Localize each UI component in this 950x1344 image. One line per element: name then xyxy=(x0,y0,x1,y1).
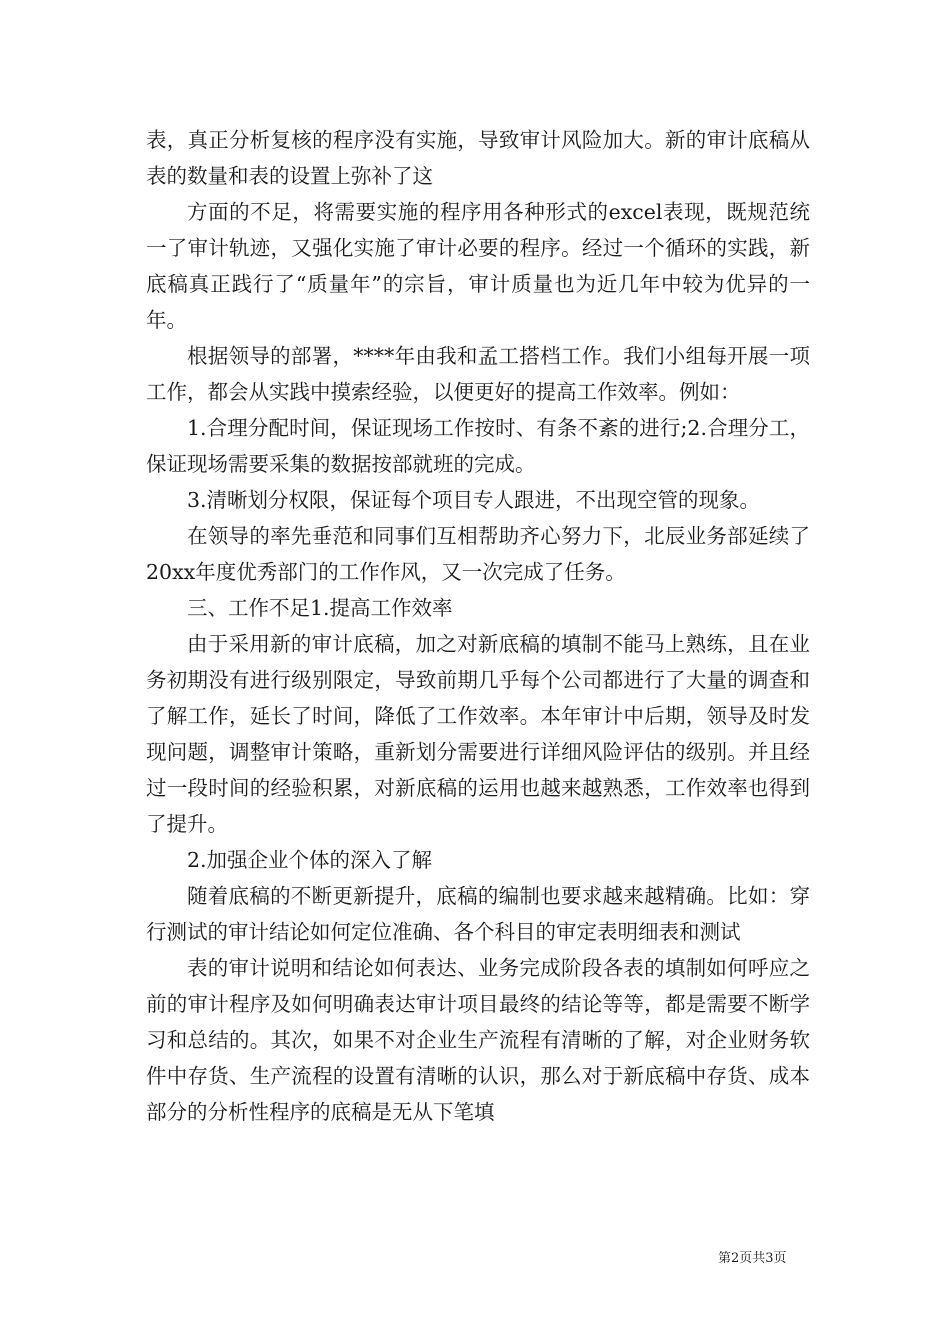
page-number-footer: 第2页共3页 xyxy=(718,1251,787,1266)
subsection-heading: 2.加强企业个体的深入了解 xyxy=(187,848,433,872)
paragraph-3: 根据领导的部署，****年由我和孟工搭档工作。我们小组每开展一项工作，都会从实践中摸索经验，以便更好的提高工作效率。例如： xyxy=(146,344,810,404)
paragraph-10: 随着底稿的不断更新提升，底稿的编制也要求越来越精确。比如：穿行测试的审计结论如何定位准确、各个科目的审定表明细表和测试 xyxy=(146,884,810,944)
paragraph-8: 由于采用新的审计底稿，加之对新底稿的填制不能马上熟练，且在业务初期没有进行级别限定，导致前期几乎每个公司都进行了大量的调查和了解工作，延长了时间，降低了工作效率。本年审计中后期，领导及时发现问题，调整审计策略，重新划分需要进行详细风险评估的级别。并且经过一段时间的经验积累，对新底稿的运用也越来越熟悉，工作效率也得到了提升。 xyxy=(146,632,810,836)
document-body xyxy=(146,122,810,1130)
paragraph-11: 表的审计说明和结论如何表达、业务完成阶段各表的填制如何呼应之前的审计程序及如何明确表达审计项目最终的结论等等，都是需要不断学习和总结的。其次，如果不对企业生产流程有清晰的了解，对企业财务软件中存货、生产流程的设置有清晰的认识，那么对于新底稿中存货、成本部分的分析性程序的底稿是无从下笔填 xyxy=(146,956,810,1124)
paragraph-4: 1.合理分配时间，保证现场工作按时、有条不紊的进行;2.合理分工，保证现场需要采集的数据按部就班的完成。 xyxy=(146,416,810,476)
paragraph-2: 方面的不足，将需要实施的程序用各种形式的excel表现，既规范统一了审计轨迹，又强化实施了审计必要的程序。经过一个循环的实践，新底稿真正践行了“质量年”的宗旨，审计质量也为近几年中较为优异的一年。 xyxy=(146,200,810,332)
paragraph-1: 表，真正分析复核的程序没有实施，导致审计风险加大。新的审计底稿从表的数量和表的设置上弥补了这 xyxy=(146,128,810,188)
paragraph-6: 在领导的率先垂范和同事们互相帮助齐心努力下，北辰业务部延续了20xx年度优秀部门的工作作风，又一次完成了任务。 xyxy=(146,524,810,584)
paragraph-5: 3.清晰划分权限，保证每个项目专人跟进，不出现空管的现象。 xyxy=(187,488,761,512)
section-heading: 三、工作不足1.提高工作效率 xyxy=(187,596,453,620)
